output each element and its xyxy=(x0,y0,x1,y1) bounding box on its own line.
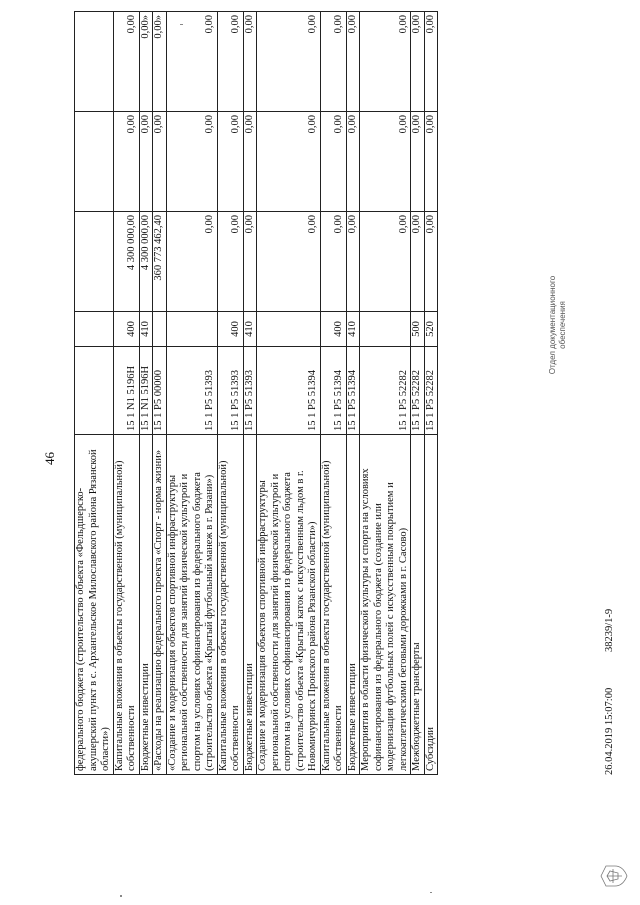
cell-csr: 15 1 P5 52282 xyxy=(424,347,438,435)
cell-csr: 15 1 N1 5196H xyxy=(113,347,139,435)
cell-value-3: 0,00» xyxy=(139,12,153,112)
cell-value-3 xyxy=(75,12,114,112)
cell-vr: 410 xyxy=(139,312,153,347)
cell-name: Бюджетные инвестиции xyxy=(243,435,257,775)
table-row xyxy=(139,12,153,775)
cell-vr xyxy=(153,312,167,347)
cell-value-1: 0,00 xyxy=(320,212,346,312)
table-row xyxy=(166,12,217,775)
budget-table-body xyxy=(75,12,438,775)
cell-value-2: 0,00 xyxy=(320,112,346,212)
cell-vr: 400 xyxy=(320,312,346,347)
cell-vr xyxy=(360,312,411,347)
cell-value-1: 0,00 xyxy=(243,212,257,312)
cell-value-3: 0,00 xyxy=(424,12,438,112)
table-row xyxy=(217,12,243,775)
scan-artifact xyxy=(430,892,432,893)
cell-value-1: 0,00 xyxy=(424,212,438,312)
table-row xyxy=(360,12,411,775)
table-row xyxy=(411,12,425,775)
cell-vr: 400 xyxy=(217,312,243,347)
table-row xyxy=(320,12,346,775)
cell-name: федерального бюджета (строительство объекта «Фельдшерско-акушерский пункт в с. Архангельское Милославского района Рязанской области») xyxy=(75,435,114,775)
table-row xyxy=(75,12,114,775)
cell-value-2: 0,00 xyxy=(360,112,411,212)
cell-vr xyxy=(166,312,217,347)
scan-artifact xyxy=(180,24,183,25)
cell-value-1: 0,00 xyxy=(166,212,217,312)
cell-vr: 520 xyxy=(424,312,438,347)
cell-name: Межбюджетные трансферты xyxy=(411,435,425,775)
cell-value-2: 0,00 xyxy=(113,112,139,212)
table-row xyxy=(243,12,257,775)
cell-value-3: 0,00 xyxy=(360,12,411,112)
cell-value-2: 0,00 xyxy=(217,112,243,212)
cell-value-3: 0,00 xyxy=(166,12,217,112)
cell-name: Создание и модернизация объектов спортивной инфраструктуры региональной собственности для занятий физической культурой и спортом на условиях софинансирования из федерального бюджета (строительство объекта «Крытый каток с искусственным льдом в г. Новомичуринск Пронского района Рязанской области») xyxy=(257,435,321,775)
cell-value-1: 360 773 462,40 xyxy=(153,212,167,312)
cell-csr: 15 1 P5 51393 xyxy=(166,347,217,435)
cell-value-3: 0,00 xyxy=(243,12,257,112)
cell-value-1 xyxy=(75,212,114,312)
cell-value-3: 0,00 xyxy=(346,12,360,112)
cell-csr: 15 1 P5 00000 xyxy=(153,347,167,435)
table-row xyxy=(153,12,167,775)
cell-value-2: 0,00 xyxy=(153,112,167,212)
cell-csr: 15 1 P5 51394 xyxy=(320,347,346,435)
table-row xyxy=(424,12,438,775)
table-row xyxy=(346,12,360,775)
cell-value-1: 0,00 xyxy=(257,212,321,312)
cell-value-1: 0,00 xyxy=(217,212,243,312)
cell-value-2: 0,00 xyxy=(424,112,438,212)
cell-value-2 xyxy=(75,112,114,212)
footer-doc-number: 38239/1-9 xyxy=(604,608,615,652)
cell-value-3: 0,00 xyxy=(411,12,425,112)
cell-csr: 15 1 N1 5196H xyxy=(139,347,153,435)
cell-vr xyxy=(75,312,114,347)
cell-vr: 410 xyxy=(346,312,360,347)
cell-value-2: 0,00 xyxy=(166,112,217,212)
department-stamp xyxy=(548,265,568,385)
cell-name: Мероприятия в области физической культуры и спорта на условиях софинансирования из федерального бюджета (создание или модернизация футбольных полей с искусственным покрытием и легкоатлетическими беговыми дорожками в г. Сасово) xyxy=(360,435,411,775)
cell-value-1: 4 300 000,00 xyxy=(113,212,139,312)
cell-csr: 15 1 P5 51393 xyxy=(243,347,257,435)
cell-value-2: 0,00 xyxy=(243,112,257,212)
coat-of-arms-icon xyxy=(598,860,630,892)
cell-value-1: 4 300 000,00 xyxy=(139,212,153,312)
cell-value-3: 0,00» xyxy=(153,12,167,112)
cell-vr: 400 xyxy=(113,312,139,347)
cell-name: Капитальные вложения в объекты государственной (муниципальной) собственности xyxy=(320,435,346,775)
cell-value-2: 0,00 xyxy=(346,112,360,212)
cell-name: Капитальные вложения в объекты государственной (муниципальной) собственности xyxy=(217,435,243,775)
cell-value-1: 0,00 xyxy=(411,212,425,312)
table-row xyxy=(113,12,139,775)
cell-csr: 15 1 P5 51394 xyxy=(257,347,321,435)
cell-name: Бюджетные инвестиции xyxy=(139,435,153,775)
cell-csr: 15 1 P5 51393 xyxy=(217,347,243,435)
cell-name: Субсидии xyxy=(424,435,438,775)
table-row xyxy=(257,12,321,775)
cell-name: «Расходы на реализацию федерального проекта «Спорт - норма жизни» xyxy=(153,435,167,775)
cell-vr xyxy=(257,312,321,347)
budget-table xyxy=(74,11,438,775)
cell-vr: 500 xyxy=(411,312,425,347)
stamp-line-1: Отдел документационного xyxy=(548,275,557,375)
cell-name: Бюджетные инвестиции xyxy=(346,435,360,775)
cell-value-1: 0,00 xyxy=(360,212,411,312)
cell-csr: 15 1 P5 52282 xyxy=(411,347,425,435)
footer-datetime: 26.04.2019 15:07:00 xyxy=(604,687,615,775)
cell-value-2: 0,00 xyxy=(139,112,153,212)
cell-vr: 410 xyxy=(243,312,257,347)
cell-name: «Создание и модернизация объектов спортивной инфраструктуры региональной собственности для занятий физической культурой и спортом на условиях софинансирования из федерального бюджета (строительство объекта «Крытый футбольный манеж в г. Рязани») xyxy=(166,435,217,775)
cell-value-2: 0,00 xyxy=(257,112,321,212)
cell-value-2: 0,00 xyxy=(411,112,425,212)
cell-value-3: 0,00 xyxy=(320,12,346,112)
cell-value-3: 0,00 xyxy=(257,12,321,112)
cell-value-3: 0,00 xyxy=(217,12,243,112)
stamp-line-2: обеспечения xyxy=(558,301,567,349)
scan-artifact xyxy=(120,895,122,897)
cell-csr xyxy=(75,347,114,435)
cell-csr: 15 1 P5 52282 xyxy=(360,347,411,435)
page-number: 46 xyxy=(42,452,57,465)
cell-csr: 15 1 P5 51394 xyxy=(346,347,360,435)
cell-value-3: 0,00 xyxy=(113,12,139,112)
cell-value-1: 0,00 xyxy=(346,212,360,312)
cell-name: Капитальные вложения в объекты государственной (муниципальной) собственности xyxy=(113,435,139,775)
